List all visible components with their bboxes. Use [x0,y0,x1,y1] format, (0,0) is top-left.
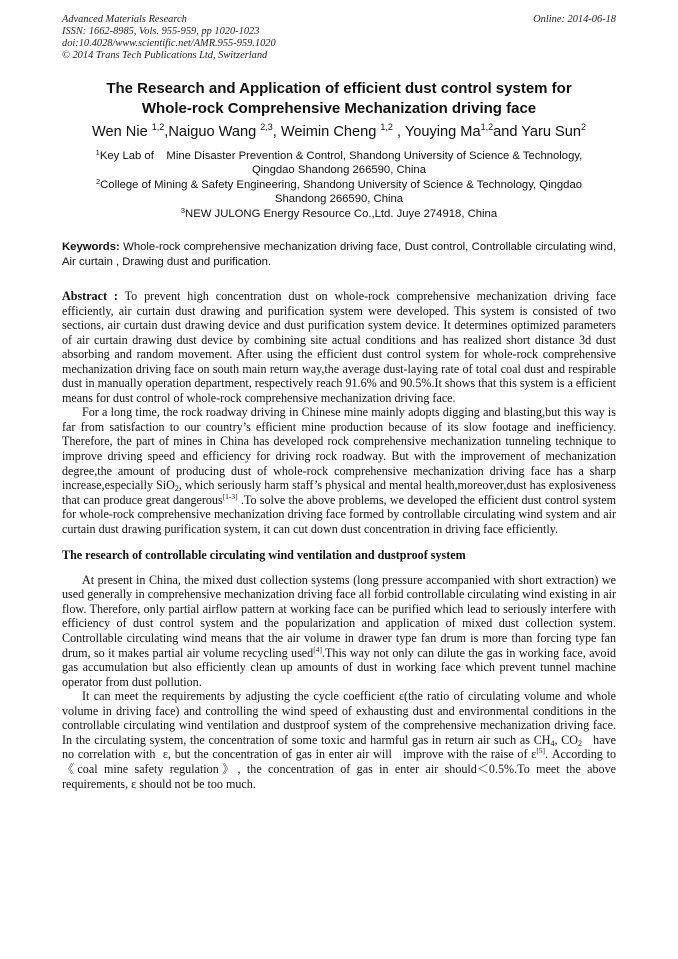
intro-text: , which seriously harm staff’s physical and mental health,moreover,dust has explosiveness that can produce great dangerous [62,478,616,507]
author-affil-ref: 1,2 [380,122,393,132]
subscript: 2 [174,484,179,494]
author-name: Naiguo Wang [168,124,257,140]
copyright-line: © 2014 Trans Tech Publications Ltd, Switzerland [62,50,268,61]
author-affil-ref: 1,2 [151,122,165,132]
author-affil-ref: 1,2 [480,122,494,132]
author-separator: , [392,124,405,140]
title-line-1: The Research and Application of efficient dust control system for [106,80,572,97]
section-heading: The research of controllable circulating wind ventilation and dustproof system [62,548,466,563]
keywords-label: Keywords: [62,241,120,253]
citation[interactable]: [1-3] [222,491,238,501]
affiliation-text: College of Mining & Safety Engineering, Shandong University of Science & Technology, Qingdao [100,178,583,191]
affiliations [62,149,616,221]
subscript: 4 [550,738,555,748]
affiliation-text: Key Lab of Mine Disaster Prevention & Control, Shandong University of Science & Technology, [99,150,583,162]
author-list [60,123,618,141]
affiliation-2 [62,178,616,192]
paragraph-text: It can meet the requirements by adjusting the cycle coefficient ε(the ratio of circulating volume and whole volume in driving face) and controlling the wind speed of exhausting dust and environmental conditions in the controllable circulating wind ventilation and dustproof system of the comprehensive mechanization driving face. In the circulating system, the concentration of some toxic and harmful gas in return air such as CH [62,689,616,747]
affiliation-text: NEW JULONG Energy Resource Co.,Ltd. Juye 274918, China [185,207,498,220]
affiliation-number: 3 [180,205,186,215]
subscript: 2 [578,738,583,748]
affiliation-number: 2 [95,176,101,186]
section-paragraph [62,573,616,689]
author-separator: and [493,124,522,140]
title-line-2: Whole-rock Comprehensive Mechanization driving face [141,100,537,117]
paper-title [60,79,618,119]
affiliation-number: 1 [95,148,100,157]
paper-body [62,289,620,791]
abstract-text: To prevent high concentration dust on whole-rock comprehensive mechanization driving face efficiently, air curtain dust drawing and purification system were developed. This system is consisted of two sections, air curtain dust drawing device and dust purification system device. It determines optimized parameters of air curtain drawing dust device by combining site actual conditions and has realized short distance 3d dust absorbing and random movement. After using the efficient dust control system for whole-rock comprehensive mechanization driving face on south main return way,the average dust-laying rate of total coal dust and respirable dust in manually operation department, respectively reach 91.6% and 90.5%.It shows that this system is a efficient means for dust control of whole-rock comprehensive mechanization driving face. [62,289,616,405]
keywords-text: Whole-rock comprehensive mechanization driving face, Dust control, Controllable circulating wind, Air curtain , Drawing dust and purification. [62,241,616,268]
paragraph-text: . According to 《coal mine safety regulation》, the concentration of gas in enter air should＜0.5%.To meet the above requirements, ε should not be too much. [62,747,616,791]
online-date: Online: 2014-06-18 [533,14,616,25]
journal-header [62,14,616,62]
author-name: Wen Nie [91,124,148,140]
affiliation-1-line-2: Qingdao Shandong 266590, China [252,164,426,177]
abstract-paragraph [62,289,616,405]
paragraph-text: At present in China, the mixed dust collection systems (long pressure accompanied with short extraction) we used generally in comprehensive mechanization driving face all forbid controllable circulating wind existing in air flow. Therefore, only partial airflow pattern at working face can be purified which lead to seriously interfere with efficiency of dust control system and the popularization and application of mixed dust collection system. Controllable circulating wind means that the air volume in drawer type fan drum is more than forcing type fan drum, so it makes partial air volume recycling used [62,572,616,660]
paragraph-text: have no correlation with ε, but the concentration of gas in enter air will improve with the raise of ε [62,732,620,762]
author-name: Youying Ma [404,124,481,140]
doi-line[interactable]: doi:10.4028/www.scientific.net/AMR.955-959.1020 [62,38,276,49]
abstract-label: Abstract : [62,289,118,303]
section-paragraph [62,689,620,791]
affiliation-3 [62,207,616,221]
author-separator: , [164,124,169,140]
affiliation-1 [62,149,616,163]
keywords [62,240,616,269]
intro-paragraph [62,405,616,536]
author-affil-ref: 2 [581,122,587,132]
intro-text: For a long time, the rock roadway driving in Chinese mine mainly adopts digging and blasting,but this way is far from satisfaction to our country’s efficient mine production because of its slow footage and inefficiency. Therefore, the part of mines in China has developed rock comprehensive mechanization tunneling technique to improve driving speed and efficiency for driving rock roadway. But with the improvement of mechanization degree,the amount of producing dust of whole-rock comprehensive mechanization driving face has a sharp increase,especially SiO [62,405,616,493]
author-name: Weimin Cheng [280,124,377,140]
author-affil-ref: 2,3 [260,122,273,132]
author-name: Yaru Sun [521,124,581,140]
affiliation-2-line-2: Shandong 266590, China [274,193,404,206]
author-separator: , [272,124,281,140]
citation[interactable]: [4] [313,644,322,654]
citation[interactable]: [5] [536,746,546,756]
paragraph-text: , CO [554,732,579,747]
issn-line: ISSN: 1662-8985, Vols. 955-959, pp 1020-1023 [62,26,260,37]
journal-name: Advanced Materials Research [62,14,187,25]
paragraph-text: .This way not only can dilute the gas in working face, avoid gas accumulation but also efficiently clean up amounts of dust in working face which prevent tunnel machine operator from dust pollution. [62,645,616,689]
intro-text: .To solve the above problems, we developed the efficient dust control system for whole-rock comprehensive mechanization driving face formed by controllable circulating wind system and air curtain dust drawing purification system, it can cut down dust concentration in driving face efficiently. [62,492,616,536]
